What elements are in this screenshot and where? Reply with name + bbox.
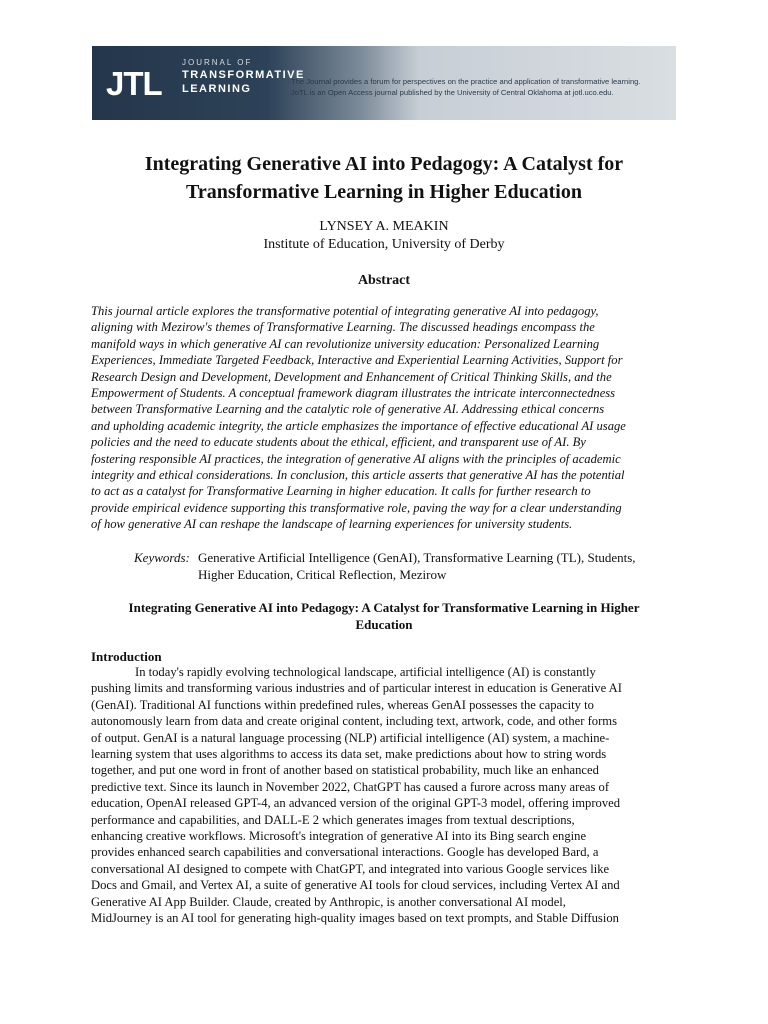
abstract-line: Experiences, Immediate Targeted Feedback, Interactive and Experiential Learning Activities, Support for: [91, 353, 623, 368]
intro-line: MidJourney is an AI tool for generating high-quality images based on text prompts, and Stable Diffusion: [91, 911, 619, 926]
journal-description-line: JoTL is an Open Access journal published by the University of Central Oklahoma at jotl.uco.edu.: [291, 88, 614, 97]
abstract-line: integrity and ethical considerations. In conclusion, this article asserts that generative AI has the potential: [91, 468, 625, 483]
journal-description: [291, 76, 671, 98]
body-title: [60, 599, 708, 633]
intro-line: provides enhanced search capabilities and conversational interactions. Google has developed Bard, a: [91, 845, 599, 860]
abstract-line: This journal article explores the transformative potential of integrating generative AI into pedagogy,: [91, 304, 599, 318]
abstract-line: to act as a catalyst for Transformative Learning in higher education. It calls for further research to: [91, 484, 591, 499]
abstract-line: Empowerment of Students. A conceptual framework diagram illustrates the intricate interconnectedness: [91, 386, 616, 401]
keywords-line: Higher Education, Critical Reflection, Mezirow: [198, 567, 447, 582]
abstract-line: of how generative AI can reshape the landscape of learning experiences for university students.: [91, 517, 573, 532]
author-affiliation: Institute of Education, University of Derby: [263, 237, 505, 252]
article-title: [60, 150, 708, 206]
intro-line: together, and put one word in front of another based on statistical probability, much like an enhanced: [91, 763, 599, 778]
abstract-body: [91, 303, 691, 533]
keywords-label: Keywords:: [134, 550, 190, 565]
article-title-line: Transformative Learning in Higher Education: [186, 181, 582, 203]
abstract-line: Research Design and Development, Development and Enhancement of Critical Thinking Skills, and the: [91, 369, 612, 384]
journal-logo: JTL: [106, 65, 162, 102]
introduction-body: [91, 664, 691, 927]
body-title-line: Education: [355, 617, 413, 632]
intro-line: education, OpenAI released GPT-4, an advanced version of the original GPT-3 model, offering improved: [91, 796, 621, 811]
section-heading-introduction: Introduction: [91, 649, 162, 664]
intro-line: autonomously learn from data and create original content, including text, artwork, code, and other forms: [91, 714, 617, 729]
intro-line: enhancing creative workflows. Microsoft's integration of generative AI into its Bing search engine: [91, 829, 587, 844]
author-name: LYNSEY A. MEAKIN: [319, 219, 449, 234]
abstract-line: and upholding academic integrity, the article emphasizes the importance of effective educational AI usage: [91, 418, 626, 433]
journal-banner: [92, 46, 676, 120]
intro-line: learning system that uses algorithms to access its data set, make predictions about how to string words: [91, 747, 607, 762]
abstract-line: between Transformative Learning and the catalytic role of generative AI. Addressing ethical concerns: [91, 402, 605, 417]
intro-line: predictive text. Since its launch in November 2022, ChatGPT has caused a furore across many areas of: [91, 779, 610, 794]
journal-name-line1: TRANSFORMATIVE: [182, 69, 305, 81]
intro-line: In today's rapidly evolving technological landscape, artificial intelligence (AI) is constantly: [135, 665, 596, 679]
journal-name-small: JOURNAL OF: [182, 58, 253, 67]
keywords-line: Generative Artificial Intelligence (GenAI), Transformative Learning (TL), Students,: [198, 550, 636, 565]
intro-line: pushing limits and transforming various industries and of particular interest in education is Generative AI: [91, 681, 622, 696]
intro-line: of output. GenAI is a natural language processing (NLP) artificial intelligence (AI) system, a machine-: [91, 730, 610, 745]
abstract-line: policies and the need to educate students about the ethical, efficient, and transparent use of AI. By: [91, 435, 586, 450]
journal-name-line2: LEARNING: [182, 83, 252, 95]
intro-line: conversational AI designed to compete with ChatGPT, and integrated into various Google services like: [91, 861, 610, 876]
intro-line: (GenAI). Traditional AI functions within predefined rules, whereas GenAI possesses the capacity to: [91, 697, 594, 712]
abstract-line: fostering responsible AI practices, the integration of generative AI aligns with the principles of academic: [91, 451, 621, 466]
intro-line: Docs and Gmail, and Vertex AI, a suite of generative AI tools for cloud services, including Vertex AI and: [91, 878, 620, 893]
abstract-line: aligning with Mezirow's themes of Transformative Learning. The discussed headings encompass the: [91, 320, 595, 335]
body-title-line: Integrating Generative AI into Pedagogy: A Catalyst for Transformative Learning in Higher: [128, 600, 640, 615]
intro-line: Generative AI App Builder. Claude, created by Anthropic, is another conversational AI model,: [91, 894, 566, 909]
journal-name: [182, 58, 305, 96]
abstract-line: manifold ways in which generative AI can revolutionize university education: Personalized Learning: [91, 336, 600, 351]
article-title-line: Integrating Generative AI into Pedagogy: A Catalyst for: [144, 153, 624, 175]
journal-description-line: The Journal provides a forum for perspectives on the practice and application of transformative learning.: [291, 77, 641, 86]
abstract-heading: Abstract: [357, 273, 411, 288]
intro-line: performance and capabilities, and DALL-E 2 which generates images from textual descriptions,: [91, 812, 575, 827]
abstract-line: provide empirical evidence supporting this transformative role, paving the way for a clear understanding: [91, 500, 622, 515]
